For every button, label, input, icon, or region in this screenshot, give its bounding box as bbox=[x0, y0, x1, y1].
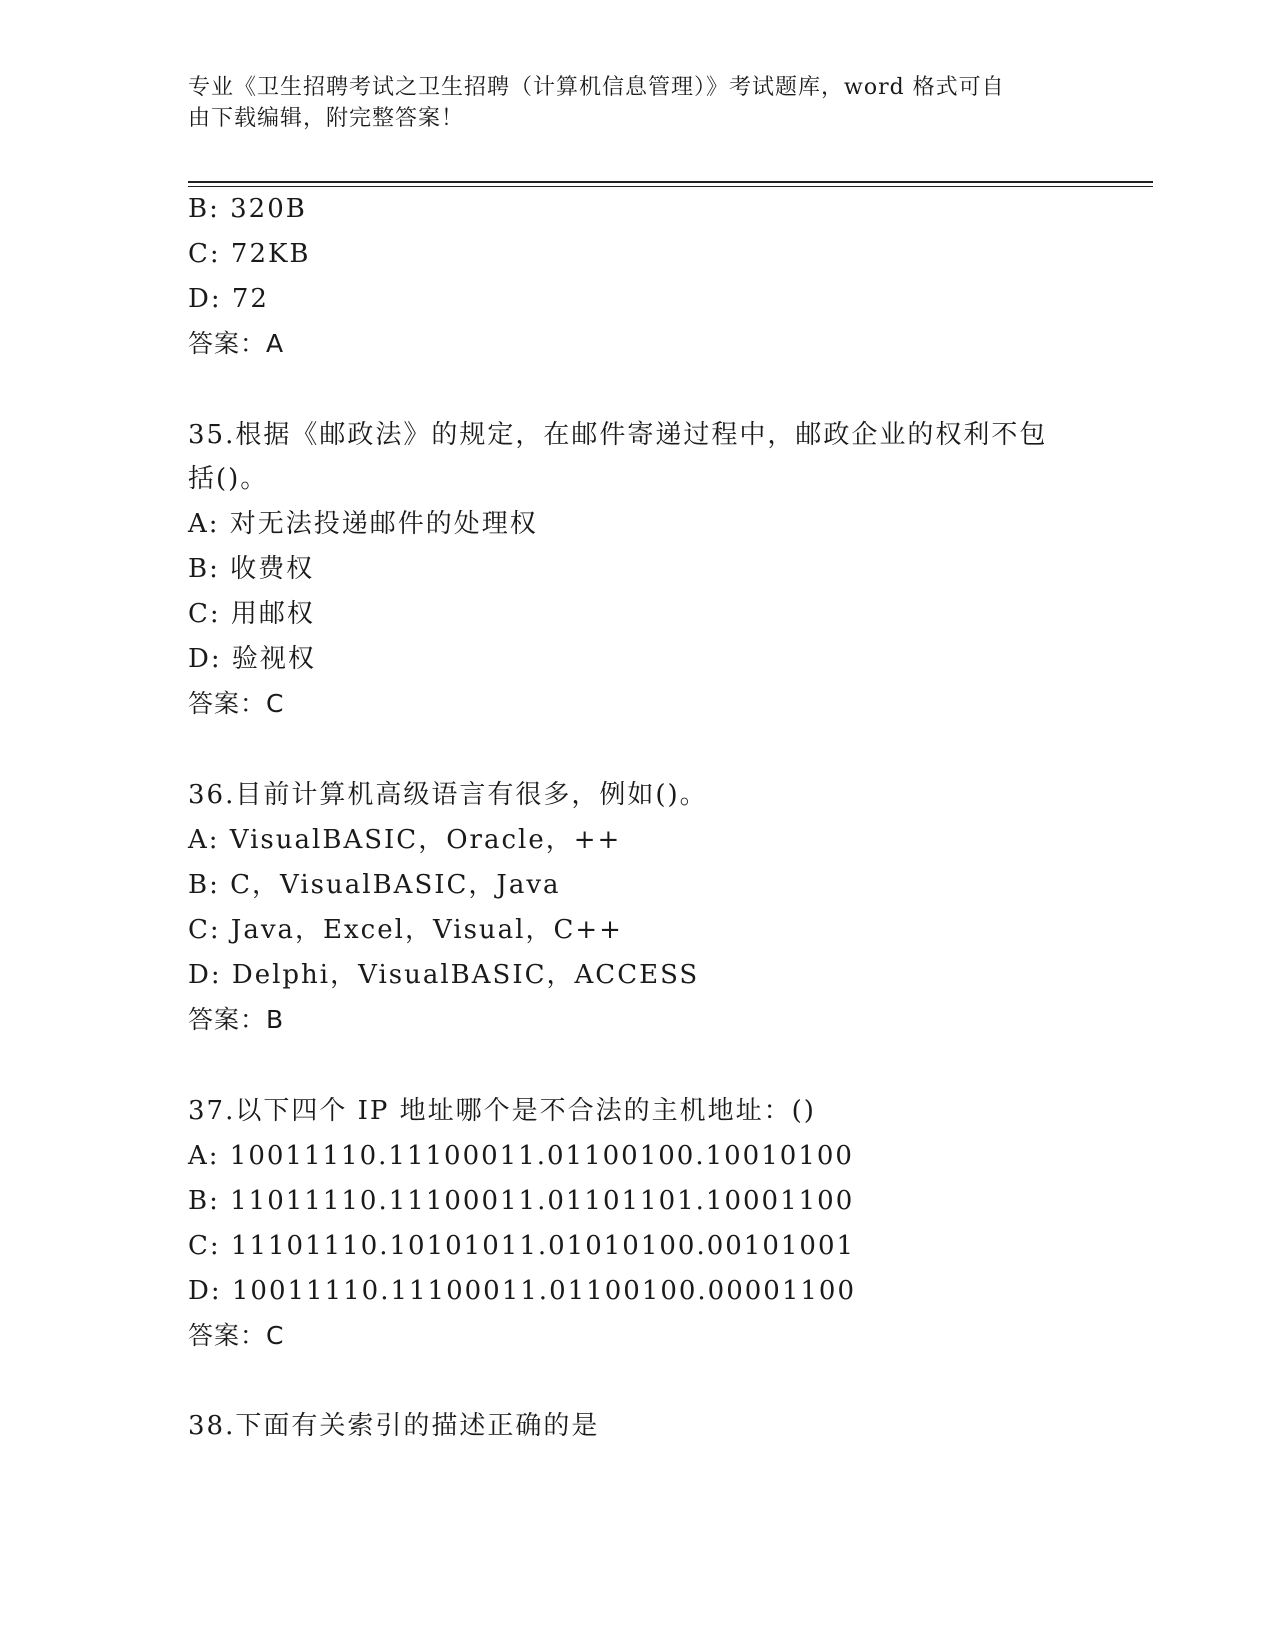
q37-option-a: A: 10011110.11100011.01100100.10010100 bbox=[188, 1141, 854, 1171]
q35-stem-line-2: 括()。 bbox=[188, 464, 269, 494]
q36-answer: 答案：B bbox=[188, 1005, 285, 1034]
q36-option-d: D: Delphi，VisualBASIC，ACCESS bbox=[188, 960, 700, 990]
prev-option-c: C: 72KB bbox=[188, 239, 311, 269]
q37-option-c: C: 11101110.10101011.01010100.00101001 bbox=[188, 1231, 856, 1261]
q35-option-c: C: 用邮权 bbox=[188, 599, 315, 629]
q38-stem: 38.下面有关索引的描述正确的是 bbox=[188, 1411, 600, 1441]
q37-option-b: B: 11011110.11100011.01101101.10001100 bbox=[188, 1186, 855, 1216]
header-rule-thick bbox=[188, 181, 1153, 183]
prev-option-d: D: 72 bbox=[188, 284, 269, 314]
q37-option-d: D: 10011110.11100011.01100100.00001100 bbox=[188, 1276, 857, 1306]
q35-option-b: B: 收费权 bbox=[188, 554, 315, 584]
q35-answer: 答案：C bbox=[188, 689, 285, 718]
q37-stem: 37.以下四个 IP 地址哪个是不合法的主机地址：() bbox=[188, 1096, 816, 1126]
q35-option-d: D: 验视权 bbox=[188, 644, 316, 674]
prev-answer: 答案：A bbox=[188, 329, 285, 358]
header-line-1: 专业《卫生招聘考试之卫生招聘（计算机信息管理）》考试题库，word 格式可自 bbox=[188, 75, 1005, 100]
q37-answer: 答案：C bbox=[188, 1321, 285, 1350]
q36-option-a: A: VisualBASIC，Oracle，++ bbox=[188, 825, 622, 855]
q35-stem-line-1: 35.根据《邮政法》的规定，在邮件寄递过程中，邮政企业的权利不包 bbox=[188, 420, 1048, 450]
q36-option-c: C: Java，Excel，Visual，C++ bbox=[188, 915, 623, 945]
q35-option-a: A: 对无法投递邮件的处理权 bbox=[188, 509, 538, 539]
prev-option-b: B: 320B bbox=[188, 194, 307, 224]
header-rule-thin bbox=[188, 186, 1153, 187]
q36-stem: 36.目前计算机高级语言有很多，例如()。 bbox=[188, 780, 708, 810]
header-line-2: 由下载编辑，附完整答案！ bbox=[188, 106, 465, 131]
q36-option-b: B: C，VisualBASIC，Java bbox=[188, 870, 561, 900]
page-header bbox=[188, 72, 1068, 134]
